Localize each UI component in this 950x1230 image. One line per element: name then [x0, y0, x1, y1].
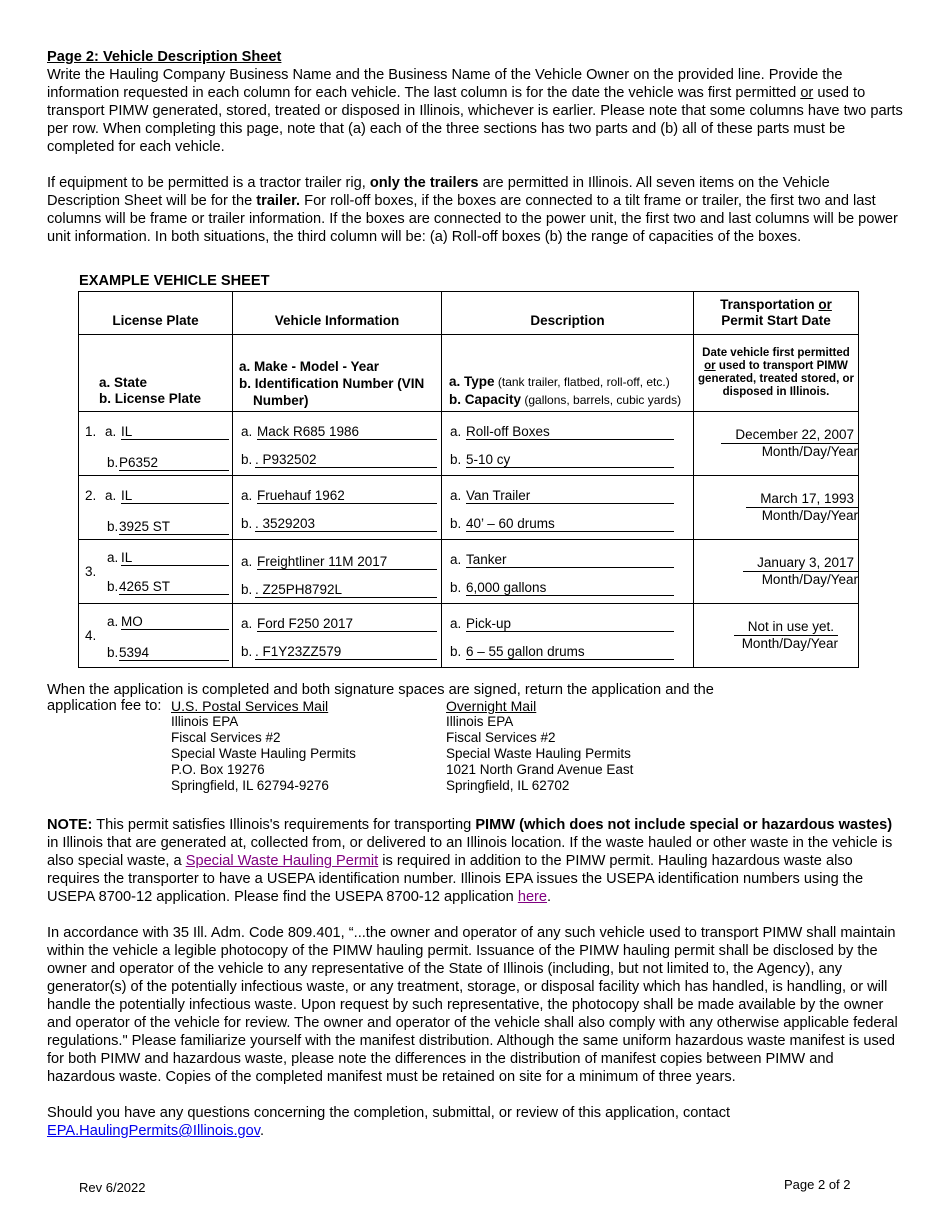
state-value: IL: [121, 488, 229, 504]
type-value: Pick-up: [466, 616, 674, 632]
make-value: Mack R685 1986: [257, 424, 437, 440]
subheader-vehicle: a. Make - Model - Year b. Identification Number (VIN Number): [233, 335, 442, 412]
header-date: Transportation or Permit Start Date: [694, 292, 859, 335]
note-section: [47, 816, 903, 1140]
date-label: Month/Day/Year: [761, 572, 858, 587]
make-value: Fruehauf 1962: [257, 488, 437, 504]
example-vehicle-table: [78, 291, 859, 668]
note-paragraph: NOTE: This permit satisfies Illinois's requirements for transporting PIMW (which does not include special or hazardous wastes) in Illinois that are generated at, collected from, or delivered to an Illinois location. If the waste hauled or other waste in the vehicle is also special waste, a Special Waste Hauling Permit is required in addition to the PIMW permit. Hauling hazardous waste also requires the transporter to have a USEPA identification number. Illinois EPA issues the USEPA identification numbers using the USEPA 8700-12 application. Please find the USEPA 8700-12 application here.: [47, 817, 893, 905]
subheader-license: a. State b. License Plate: [79, 335, 233, 412]
page-number: Page 2 of 2: [784, 1177, 851, 1192]
table-row: 3. a. IL b. 4265 ST a. Freightliner 11M 2017 b. . Z25PH8792L a. Tanker b. 6,000 gallons January 3, 2017 Month/Day/Year: [79, 540, 859, 604]
vin-value: . F1Y23ZZ579: [255, 644, 437, 660]
subheader-date: Date vehicle first permitted or used to transport PIMW generated, treated stored, or disposed in Illinois.: [694, 335, 859, 412]
page-heading: Page 2: Vehicle Description Sheet: [47, 49, 282, 65]
revision-label: Rev 6/2022: [79, 1180, 146, 1195]
vin-value: . Z25PH8792L: [255, 582, 437, 598]
capacity-value: 6 – 55 gallon drums: [466, 644, 674, 660]
example-title: EXAMPLE VEHICLE SHEET: [79, 273, 270, 289]
special-waste-permit-link[interactable]: Special Waste Hauling Permit: [185, 853, 379, 869]
state-value: IL: [121, 550, 229, 566]
intro-paragraph-2: If equipment to be permitted is a tractor trailer rig, only the trailers are permitted in Illinois. All seven items on the Vehicle Description Sheet will be for the trailer. For roll-off boxes, if the boxes are connected to a tilt frame or trailer, the first two and last columns will be frame or trailer information. If the boxes are connected to the power unit, the first two and last columns will be power unit information. In both situations, the third column will be: (a) Roll-off boxes (b) the range of capacities of the boxes.: [47, 175, 898, 245]
plate-value: 4265 ST: [119, 579, 229, 595]
contact-paragraph: Should you have any questions concerning the completion, submittal, or review of this application, contact EPA.HaulingPermits@Illinois.gov.: [47, 1105, 731, 1139]
plate-value: P6352: [119, 455, 229, 471]
subheader-description: a. Type (tank trailer, flatbed, roll-off, etc.) b. Capacity (gallons, barrels, cubic yards): [442, 335, 694, 412]
type-value: Tanker: [466, 552, 674, 568]
type-value: Van Trailer: [466, 488, 674, 504]
intro-section: [47, 48, 903, 264]
type-value: Roll-off Boxes: [466, 424, 674, 440]
date-value: March 17, 1993: [746, 491, 858, 508]
capacity-value: 5-10 cy: [466, 452, 674, 468]
mailing-instructions: When the application is completed and both signature spaces are signed, return the application and the application fee to:: [47, 682, 714, 714]
state-value: MO: [121, 614, 229, 630]
date-value: Not in use yet.: [734, 619, 838, 636]
vin-value: . P932502: [255, 452, 437, 468]
plate-value: 3925 ST: [119, 519, 229, 535]
table-row: 2. a. IL b. 3925 ST a. Fruehauf 1962 b. . 3529203 a. Van Trailer b. 40’ – 60 drums March 17, 1993 Month/Day/Year: [79, 476, 859, 540]
make-value: Ford F250 2017: [257, 616, 437, 632]
state-value: IL: [121, 424, 229, 440]
capacity-value: 40’ – 60 drums: [466, 516, 674, 532]
table-row: 4. a. MO b. 5394 a. Ford F250 2017 b. . F1Y23ZZ579 a. Pick-up b. 6 – 55 gallon drums Not in use yet. Month/Day/Year: [79, 604, 859, 668]
header-license: License Plate: [79, 292, 233, 335]
contact-email-link[interactable]: EPA.HaulingPermits@Illinois.gov: [47, 1123, 260, 1139]
make-value: Freightliner 11M 2017: [257, 554, 437, 570]
usepa-application-link[interactable]: here: [517, 889, 548, 905]
plate-value: 5394: [119, 645, 229, 661]
date-label: Month/Day/Year: [761, 508, 858, 523]
usps-address: U.S. Postal Services Mail Illinois EPA Fiscal Services #2 Special Waste Hauling Permits P.O. Box 19276 Springfield, IL 62794-9276: [171, 698, 356, 793]
date-value: December 22, 2007: [721, 427, 858, 444]
regulation-paragraph: In accordance with 35 Ill. Adm. Code 809.401, “...the owner and operator of any such vehicle used to transport PIMW shall maintain within the vehicle a legible photocopy of the PIMW hauling permit. Issuance of the PIMW hauling permit shall be disclosed by the owner and operator of the vehicle to any representative of the State of Illinois (including, but not limited to, the Agency), any generator(s) of the potentially infectious waste, or any treatment, storage, or disposal facility which has handled, is handling, or will handle the potentially infectious waste. Upon request by such representative, the photocopy shall be made available by the owner and operator of the vehicle for review. The owner and operator of the vehicle shall also comply with any otherwise applicable federal regulations." Please familiarize yourself with the manifest distribution. Although the same uniform hazardous waste manifest is used for both PIMW and hazardous waste, please note the differences in the distribution of manifest copies between PIMW and hazardous waste. Copies of the completed manifest must be retained on site for a minimum of three years.: [47, 925, 898, 1085]
header-vehicle: Vehicle Information: [233, 292, 442, 335]
intro-paragraph-1: Write the Hauling Company Business Name and the Business Name of the Vehicle Owner on the provided line. Provide the information requested in each column for each vehicle. The last column is for the date the vehicle was first permitted or used to transport PIMW generated, stored, treated or disposed in Illinois, whichever is earlier. Please note that some columns have two parts per row. When completing this page, note that (a) each of the three sections has two parts and (b) all of these parts must be completed for each vehicle.: [47, 67, 903, 155]
header-description: Description: [442, 292, 694, 335]
table-row: 1. a. IL b. P6352 a. Mack R685 1986 b. . P932502 a. Roll-off Boxes b. 5-10 cy December 22, 2007 Month/Day/Year: [79, 412, 859, 476]
vin-value: . 3529203: [255, 516, 437, 532]
date-label: Month/Day/Year: [761, 444, 858, 459]
date-label: Month/Day/Year: [741, 636, 838, 651]
capacity-value: 6,000 gallons: [466, 580, 674, 596]
date-value: January 3, 2017: [743, 555, 858, 572]
overnight-address: Overnight Mail Illinois EPA Fiscal Services #2 Special Waste Hauling Permits 1021 North Grand Avenue East Springfield, IL 62702: [446, 698, 634, 793]
